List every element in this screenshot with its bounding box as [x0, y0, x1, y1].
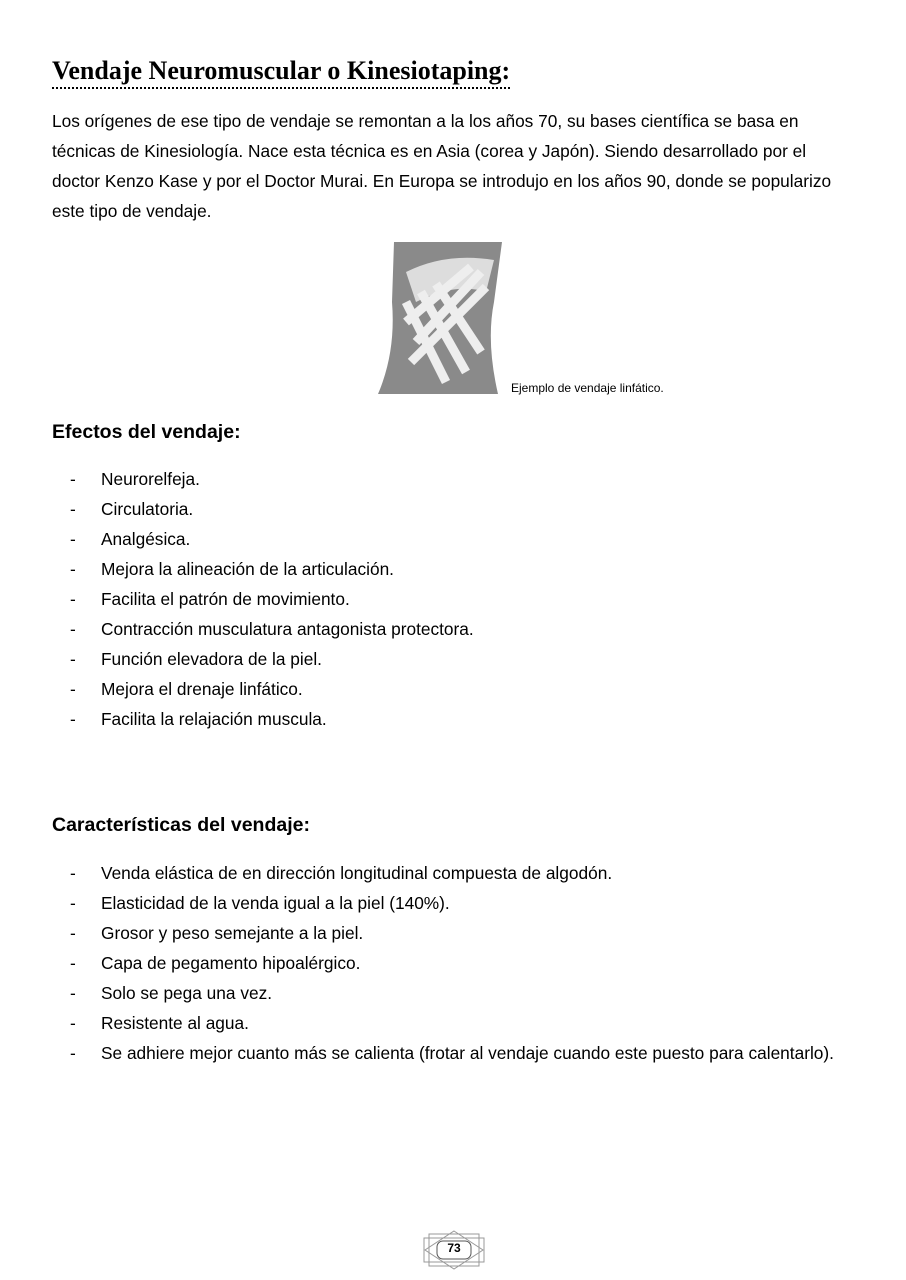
page-number: 73 — [423, 1230, 485, 1270]
page-title: Vendaje Neuromuscular o Kinesiotaping: — [52, 56, 510, 89]
list-item: - Mejora el drenaje linfático. — [70, 679, 303, 699]
list-item: - Se adhiere mejor cuanto más se calienta (frotar al vendaje cuando este puesto para calentarlo). — [70, 1043, 834, 1063]
list-item: - Facilita el patrón de movimiento. — [70, 589, 350, 609]
list-item: - Venda elástica de en dirección longitudinal compuesta de algodón. — [70, 863, 613, 883]
list-item: - Circulatoria. — [70, 499, 194, 519]
list-item: - Neurorelfeja. — [70, 469, 200, 489]
intro-paragraph: Los orígenes de ese tipo de vendaje se remontan a la los años 70, su bases científica se basa en técnicas de Kinesiología. Nace esta técnica es en Asia (corea y Japón). Siendo desarrollado por el doctor Kenzo Kase y por el Doctor Murai. En Europa se introdujo en los años 90, donde se popularizo este tipo de vendaje. — [52, 111, 832, 221]
effects-list — [70, 464, 850, 734]
effects-heading: Efectos del vendaje: — [52, 421, 241, 443]
list-item: - Elasticidad de la venda igual a la piel (140%). — [70, 893, 450, 913]
characteristics-list — [70, 858, 850, 1068]
list-item: - Función elevadora de la piel. — [70, 649, 322, 669]
list-item: - Resistente al agua. — [70, 1013, 249, 1033]
characteristics-heading: Características del vendaje: — [52, 814, 310, 836]
list-item: - Solo se pega una vez. — [70, 983, 273, 1003]
knee-tape-image — [376, 242, 506, 394]
list-item: - Contracción musculatura antagonista protectora. — [70, 619, 474, 639]
list-item: - Capa de pegamento hipoalérgico. — [70, 953, 361, 973]
list-item: - Grosor y peso semejante a la piel. — [70, 923, 364, 943]
figure-caption: Ejemplo de vendaje linfático. — [511, 381, 664, 395]
list-item: - Facilita la relajación muscula. — [70, 709, 327, 729]
list-item: - Mejora la alineación de la articulación. — [70, 559, 394, 579]
list-item: - Analgésica. — [70, 529, 191, 549]
